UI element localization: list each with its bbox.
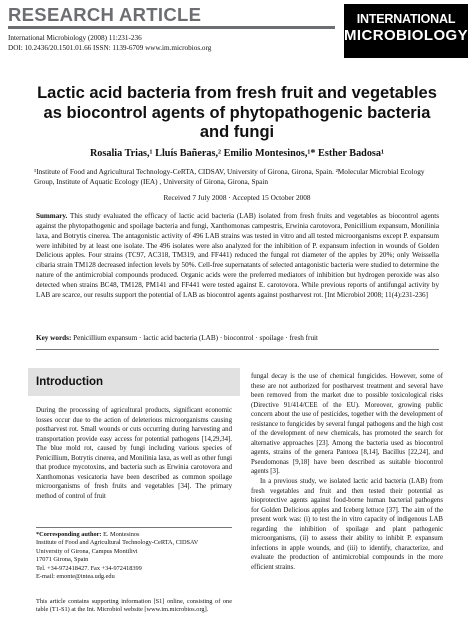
introduction-left-column <box>36 406 232 501</box>
header-rule <box>8 26 335 29</box>
keywords-label: Key words: <box>36 334 72 342</box>
introduction-right-column <box>251 372 443 572</box>
correspondence-line: Institute of Food and Agricultural Technology-CeRTA, CIDSAV <box>36 539 199 547</box>
received-accepted-dates: Received 7 July 2008 · Accepted 15 October 2008 <box>163 193 311 202</box>
footnote-rule <box>36 527 232 528</box>
journal-logo <box>344 4 468 58</box>
corresponding-name: E. Montesinos <box>103 531 140 538</box>
correspondence-email: E-mail: emonte@intea.udg.edu <box>36 573 115 581</box>
correspondence-line: Tel. +34-972418427. Fax +34-972418399 <box>36 564 142 572</box>
introduction-paragraph: fungal decay is the use of chemical fungicides. However, some of these are not authorized for postharvest treatment and several have been removed from the market due to possible toxicological risks (Directive 91/414/CEE of the EU). Moreover, growing public concern about the use of pesticides, together with the development of resistance to fungicides by several fungal pathogens and the high cost of the development of new chemicals, has promoted the search for alternative approaches [23]. Among the bacteria used as biocontrol agents, strains of the genera Pantoea [8,14], Bacillus [22,24], and Pseudomonas [9,18] have been described as suitable biocontrol agents [3]. <box>251 373 443 476</box>
section-label: RESEARCH ARTICLE <box>8 4 202 25</box>
journal-citation: International Microbiology (2008) 11:231-236 <box>8 34 142 42</box>
summary-label: Summary. <box>36 212 68 220</box>
introduction-paragraph: During the processing of agricultural products, significant economic losses occur due to the action of deleterious microorganisms causing postharvest rot. Small wounds or cuts occurring during harvesting and transportation provide easy access for potential pathogens [14,29,34]. The blue mold rot, caused by fungi including various species of Penicillium, Botrytis cinerea, and Monilinia laxa, as well as other fungi that produce mycotoxins, and bacteria such as Erwinia carotovora and Xanthomonas vesicatoria have been described as common spoilage microorganisms of fresh fruits and vegetables [34]. The primary method of control of fruit <box>36 407 232 500</box>
correspondence-line: University of Girona, Campus Montilivi <box>36 547 138 555</box>
logo-line-2: MICROBIOLOGY <box>344 27 468 44</box>
introduction-heading: Introduction <box>36 376 104 388</box>
affiliations: ¹Institute of Food and Agricultural Technology-CeRTA, CIDSAV, University of Girona, Girona, Spain. ²Molecular Microbial Ecology Group, Institute of Aquatic Ecology (IEA) , University of Girona, Girona, Spain <box>34 167 425 186</box>
supplementary-note: This article contains supporting information [S1] online, consisting of one table (T1-S1) at the Int. Microbiol website [www.im.microbios.org]. <box>36 598 232 614</box>
corresponding-label: *Corresponding author: <box>36 531 102 538</box>
doi-issn-line: DOI: 10.2436/20.1501.01.66 ISSN: 1139-6709 www.im.microbios.org <box>8 44 212 52</box>
author-list: Rosalia Trias,¹ Lluís Bañeras,² Emilio Montesinos,¹* Esther Badosa¹ <box>89 148 385 159</box>
summary-text: This study evaluated the efficacy of lactic acid bacteria (LAB) isolated from fresh fruits and vegetables as biocontrol agents against the phytopathogenic and spoilage bacteria and fungi, Xanthomonas campestris, Erwinia carotovora, Penicillium expansum, Monilinia laxa, and Botrytis cinerea. The antagonistic activity of 496 LAB strains was tested in vitro and all tested microorganisms except P. expansum were inhibited by at least one isolate. The 496 isolates were also analyzed for the inhibition of P. expansum infection in wounds of Golden Delicious apples. Four strains (TC97, AC318, TM319, and FF441) reduced the fungal rot diameter of the apples by 20%; only Weissella cibaria strain TM128 decreased infection levels by 50%. Cell-free supernatants of selected antagonistic bacteria were studied to determine the nature of the antimicrobial compounds produced. Organic acids were the preferred mediators of inhibition but hydrogen peroxide was also detected when strains BC48, TM128, PM141 and FF441 were tested against E. carotovora. While previous reports of antifungal activity by LAB are scarce, our results support the potential of LAB as biocontrol agents against postharvest rot. [Int Microbiol 2008; 11(4):231-236] <box>36 212 439 299</box>
corresponding-author-block <box>36 531 232 581</box>
summary-block <box>36 212 439 301</box>
article-title: Lactic acid bacteria from fresh fruit and vegetables as biocontrol agents of phytopathogenic bacteria and fungi <box>37 84 437 142</box>
keywords-rule <box>36 349 439 350</box>
keywords-line <box>36 334 439 342</box>
keywords-text: Penicillium expansum · lactic acid bacteria (LAB) · biocontrol · spoilage · fresh fruit <box>73 334 319 342</box>
correspondence-line: 17071 Girona, Spain <box>36 556 89 564</box>
logo-line-1: INTERNATIONAL <box>356 12 456 26</box>
introduction-paragraph: In a previous study, we isolated lactic acid bacteria (LAB) from fresh vegetables and fruit and then tested their potential as bioprotective agents against food-borne human bacterial pathogens for Golden Delicious apples and Iceberg lettuce [37]. The aim of the present work was: (i) to test the in vitro capacity of indigenous LAB regarding the inhibition of spoilage and plant pathogenic microorganisms, (ii) to assess their ability to inhibit P. expansum infections in apple wounds, and (iii) to identify, characterize, and evaluate the production of antimicrobial compounds in the more efficient strains. <box>251 478 443 571</box>
